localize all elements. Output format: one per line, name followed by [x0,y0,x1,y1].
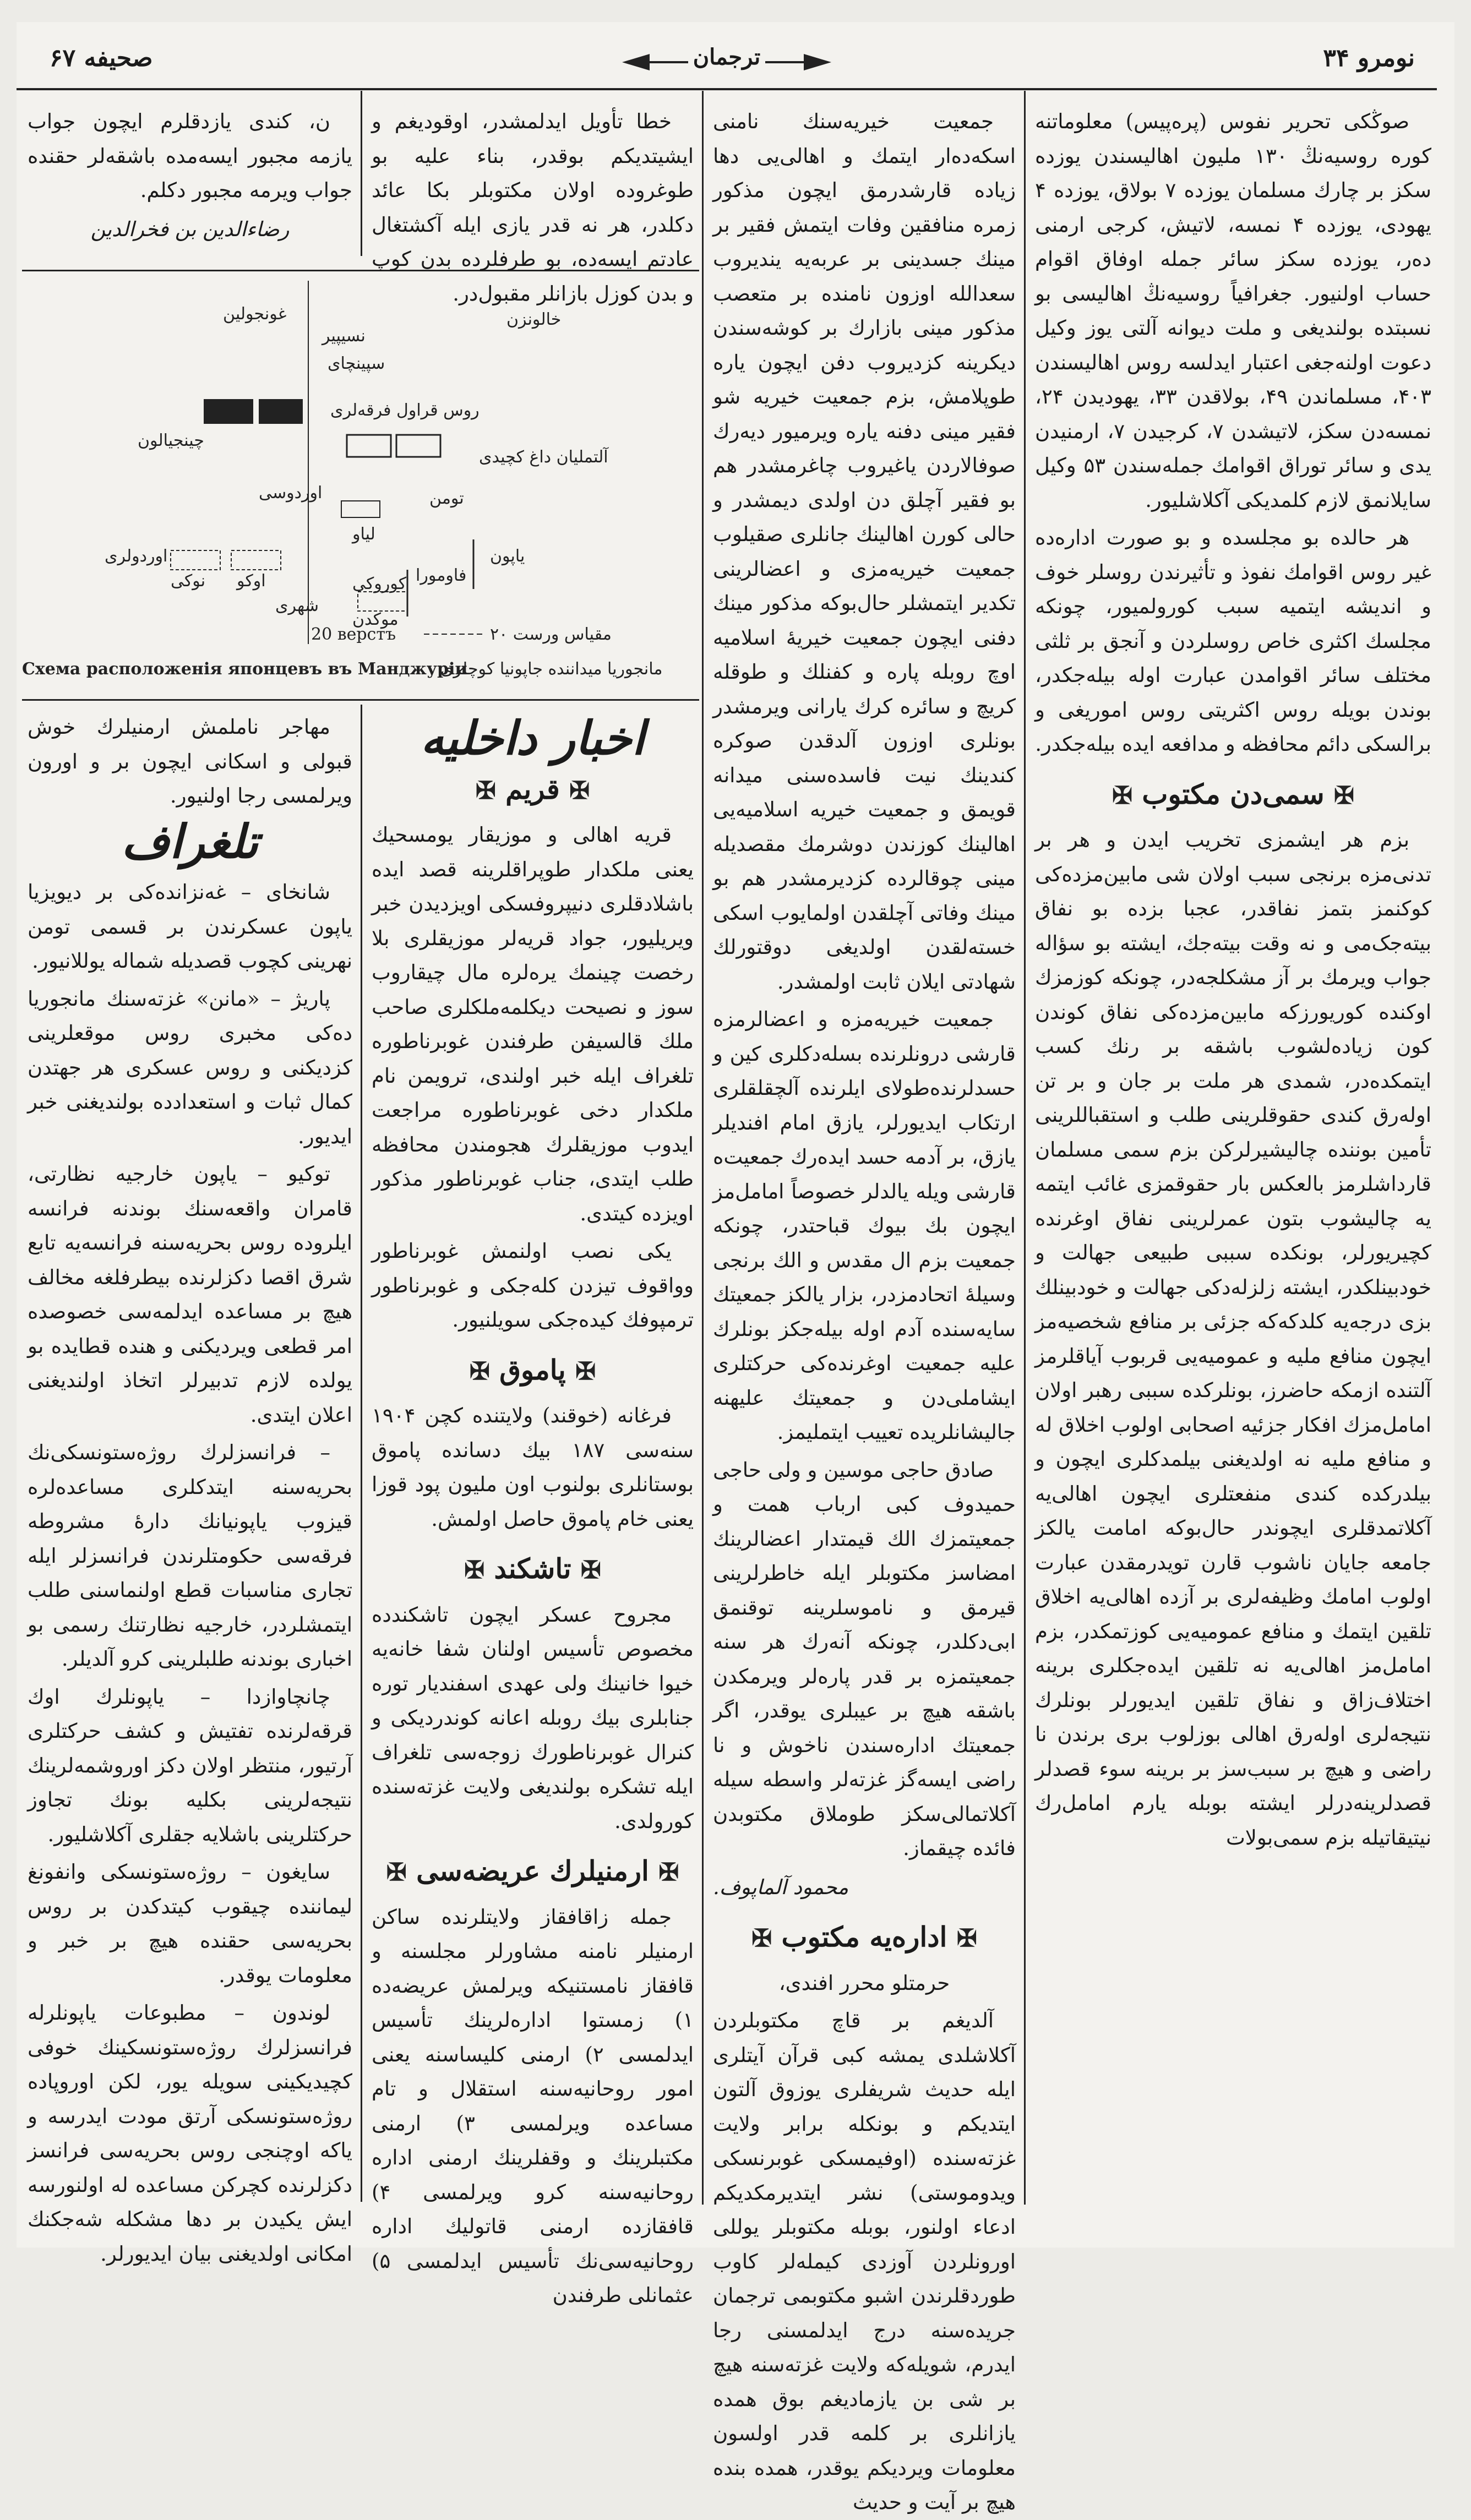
map-label-sepinchai: سپینچای [328,354,385,373]
section-title-cotton: ✠ پاموق ✠ [469,1353,596,1386]
map-label-kuroki: کوروکی [352,574,407,593]
article-letter-semey: بزم هر ایشمزی تخریب ایدن و هر بر تدنی‌مزه برنجی سبب اولان شی مابین‌مزده‌کی کوکنمز بتمز نفاقدر، عجبا بزده بو نفاق بیته‌جک‌می و نه وقت بیته‌جك، ایشته بو سؤاله جواب ویرمك بر آز مشکلجه‌در، چونکه کوزمزك اوکنده کوریورزکه مابین‌مزده‌کی نفاق کوندن کون زیاده‌لشوب باشقه بر رنك کسب ایتمکده‌در، شمدی هر ملت بر جان و بر تن اولەرق کندی حقوقلرینی طلب و استقباللرینی تأمین بوننده چالیشیرلرکن بزم سمی مسلمان قارداشلرمز بالعکس بار حقوقمزی غائب ایتمه‌ یه چالیشوب بتون عمرلرینی نفاق اوغرنده کچیریورلر، بونکده سببی طبیعی جهالت و خودبینلکدر، ایشته زلزلەدکی جهالت و خودبینلك بزی درجه‌یه کلدکه‌که جزئی بر منافع شخصیه‌مز ایچون منافع ملیه و عمومیه‌یی قربوب آیاقلرمز آلتنده ازمکه حاضرز، بونلرکده سببی رهبر اولان امامل‌مزك افکار جزئیه اصحابی اولوب اخلاق لە و منافع ملیه نه اولدیغنی بیلمدکلری ایچون و بیلدرکده کندی منفعتلری ایچون اهالی‌یه آکلاتمدقلری ایچوندر حال‌بوکه امامت یالکز جامعه جایان ناشوب قارن تویدرمقدن عبارت اولوب امامك وظیفه‌لری بر آزده اهالی‌یه اخلاق تلقین ایتمك و منافع عمومیه‌یی کوزتمکدر، بزم امامل‌مز اهالی‌یه نه تلقین ایده‌جکلری برینه اختلاف‌زاق و نفاق تلقین ایدیورلر بونلرك نتیجه‌لری اولەرق اهالی بوزلوب بری برندن نا راضی و هیچ بر سبب‌سز بر برینه سوء قصدلر قصدلرینه‌درلر ایشته بوبله یارم امامل‌رك نیتیقاتیله بزم سمی‌بولات [1035,828,1432,1850]
article-tashkent: مجروح عسکر ایچون تاشکندده مخصوص تأسیس اولنان شفا خانه‌یه خیوا خانینك ولی عهدی اسفندیار توره جنابلری بیك روبله اعانه کوندردیکی و کنرال غوبرناطورك زوجه‌سی تلغراف ایله تشکره بولندیغی ولایت غزته‌سنده کورولدی. [372,1602,694,1833]
column-rule-1 [1024,91,1026,2205]
map-caption-ru: Схема расположенія японцевъ въ Манджуріи [22,659,467,679]
map-caption-tr: مانجوریا میداننده جاپونیا کوچلری [440,659,663,679]
ornament-icon: ✠ [575,1357,596,1386]
article-armenian-petition-end: مهاجر ناملمش ارمنیلرك خوش قبولی و اسکانی ایچون بر و اورون ویرلمسی رجا اولنیور. [28,715,352,808]
article-crimea: قریه اهالی و موزیقار یومسحیك یعنی ملکدار طوپراقلرینه قصد ایده باشلادقلری دنیپروفسکی اویزدیدن خبر ویریلیور، جواد قریه‌لر موزیقلری بلا رخصت چینمك یره‌لره مال چیقاروب سوز و نصیحت دیکلمه‌ملکلری صاحب ملك قالسیفن طرفندن غوبرناطوره تلغراف ایله خبر اولندی، ترویمن نام ملکدار دخی غوبرناطوره مراجعت ایدوب موزیقلرك هجومندن محافظه طلب ایتدی، جناب غوبرناطور مذکور اویزده کیتدی. [372,823,694,1225]
section-title-letter-semey: ✠ سمی‌دن مکتوب ✠ [1112,777,1354,810]
column-rule-3-top [361,91,362,256]
section-title-crimea: ✠ قریم ✠ [475,772,590,805]
section-title-armenian-petition: ✠ ارمنیلرك عریضه‌سی ✠ [386,1854,679,1887]
column-4-bottom [28,710,352,2266]
page-header [17,33,1437,90]
article-society-2: جمعیت خیریه‌مزه و اعضالرمزه قارشی درونلرنده بسله‌دکلری کین و حسدلرنده‌طولای ایلرنده آلچقلقلری ارتکاب ایدیورلر، یازق امام افندیلر یازق، بر آدمه حسد ایدەرك جمعیت‌ه قارشی ویله یالدلر خصوصاً امامل‌مز ایچون بك بیوك قباحتدر، چونکه جمعیت بزم ال مقدس و الك برنجی وسیلهٔ اتحادمزدر، بزار یالکز جمعیتك سایه‌سنده آدم اوله بیله‌جکز بونلرك علیه جمعیت اوغرنده‌کی حرکتلری ایشاملی‌دن و جمعیتك علیهنه جالیشانلریده تعییب ایتملیمز. [713,1007,1016,1444]
telegram-saigon: سایغون – روژەستونسکی وانفونغ لیماننده چیقوب کیتدکدن بر روس بحریه‌سی حقنده هیچ بر خبر و معلومات یوقدر. [28,1860,352,1987]
ornament-icon: ✠ [751,1924,772,1952]
salutation: حرمتلو محرر افندی، [778,1971,950,1995]
ornament-icon: ✠ [569,776,590,805]
ornament-icon: ✠ [464,1556,485,1584]
map-label-chinchilao: چینجیالون [138,431,204,450]
ornament-icon: ✠ [1334,781,1354,810]
map-block-russian [204,399,253,424]
map-scale-ru: 20 верстъ [311,625,396,644]
map-block-russian [259,399,303,424]
map-label-japan: یاپون [490,547,525,566]
article-crimea-2: یکی نصب اولنمش غوبرناطور وواقوف تیزدن کله‌جکی و غوبرناطور ترمپوفك کیده‌جکی سویلنیور. [372,1239,694,1332]
map-label-nogi: نوکی [171,571,206,591]
column-rule-3-bottom [361,705,362,2202]
telegram-tokyo: توکیو – یاپون خارجیه نظارتی، قامران واقعه‌سنك بوندنه فرانسه ایلروده روس بحریه‌سنه فرانسه‌یه تابع شرق اقصا دکزلرنده بیطرفلغه مخالف هیچ بر مساعده ایدلمه‌سی خصوصده امر قطعی ویردیکنی و هنده قطایده بو یولده لازم تدبیرلر اتخاذ اولندیغنی اعلان ایتدی. [28,1162,352,1427]
map-label-russian-detachments: روس قراول فرقه‌لری [330,401,480,420]
column-1 [1035,105,1431,2196]
page-number: صحیفه ۶۷ [50,44,153,72]
map-label-nisipir: نسیپیر [322,326,366,346]
masthead-title: ترجمان [693,44,761,70]
telegram-tokyo-2: – فرانسزلرك روژەستونسکی‌نك بحریه‌سنه ایتدکلری مساعده‌لره قیزوب یاپونیانك دارهٔ مشروطه فرقه‌سی حکومتلرندن فرانسزلر ایله تجاری مناسبات قطع اولنماسنی طلب ایتمشلردر، خارجیه نظارتنك رسمی بو اخباری بوندنه طلبلرینی کرو آلدیلر. [28,1441,352,1671]
article-letter-continued: خطا تأویل ایدلمشدر، اوقودیغم و ایشیتدیکم بوقدر، بناء علیه بو طوغرودە اولان مکتوبلر بکا عائد دکلدر، هر نه قدر یازی ایله آکشتغال عادتم ایسه‌ده، بو طرفلرده بدن کوپ و بدن کوزل بازانلر مقبول‌در. [372,110,694,306]
map-block-russian-outpost [347,435,391,457]
map-label-city: شهری [275,596,319,615]
article-armenian-petition: جمله زاقافقاز ولایتلرنده ساکن ارمنیلر نامنه مشاورلر مجلسنه و قافقاز نامستنیکه ویرلمش عریضه‌ده ۱) زمستوا اداره‌لرینك تأسیس ایدلمسی ۲) ارمنی کلیساسنه یعنی امور روحانیه‌سنه استقلال و تام مساعده ویرلمسی ۳) ارمنی مکتبلرینك و وقفلرینك ارمنی اداره روحانیه‌سنه کرو ویرلمسی ۴) قافقازده ارمنی قاتولیك اداره روحانیه‌سی‌نك تأسیس ایدلمسی ۵) عثمانلی طرفندن [372,1905,694,2307]
map-block-japan [171,550,220,570]
section-title-telegrams: تلغراف [121,814,259,869]
map-label-gonjuli: غونجولین [223,304,287,324]
map-label-liaoyang: لیاو [352,525,375,544]
section-title-letter-editor: ✠ اداره‌یه مکتوب ✠ [751,1921,977,1953]
ornament-icon: ✠ [469,1357,490,1386]
telegram-shanghai: شانخای – غەنزانده‌کی بر دیویزیا یاپون عسکرندن بر قسمی تومن نهرینی کچوب قصدیله شماله یوللانیور. [28,880,352,973]
column-2 [713,105,1016,2514]
telegram-chanchiawaza: چانچاوازدا – یاپونلرك اوك قرقه‌لرنده تفتیش و کشف حرکتلری آرتیور، منتظر اولان دکز اوروشمه‌لرینك نتیجه‌لرینی بکلیه بونك تجاوز حرکتلرینی باشلایه جقلری آکلاشلیور. [28,1684,352,1846]
telegram-london: لوندون – مطبوعات یاپونلرله فرانسزلرك روژەستونسکینك خوفی کچیدیکینی سویله یور، لکن اوروپاده روژەستونسکی آرتق مودت ایدرسه و یاکه اوچنجی روس بحریه‌سی فرانسز دکزلرنده کچرکن مساعده له اولنورسه ایش یکیدن بر دها مشکله شه‌جکنك امکانی اولدیغنی بیان ایدیورلر. [28,2001,352,2266]
section-title-tashkent: ✠ تاشکند ✠ [464,1552,601,1585]
article-society: جمعیت خیریه‌سنك نامنی اسکه‌ده‌ار ایتمك و اهالی‌یی دها زیاده قارشدرمق ایچون مذکور زمره منافقین وفات ایتمش فقیر بر مینك جسدینی بر عربه‌یه یندیروب سعدالله اوزون نامنده بر متعصب مذکور مینی بازارك بر کوشه‌سندن دیکرینه کزدیروب دفن ایچون یاره طوپلامش، بزم جمعیت خیریه شو فقیر مینی دفنه یاره ویرمیور دیه‌رك صوفالاردن یاغیروب چاغرمشدر هم بو فقیر آچلق دن اولدی دیمشدر و حالی کورن اهالینك جانلری صقیلوب جمعیت خیریه‌مزی و اعضالرینی تکدیر ایتمشلر حال‌بوکه مذکور مینك دفنی ایچون جمعیت خیریهٔ اسلامیه اوچ روبله پاره و کفنلك و طوقله کریچ و سائره کرك یارانی ویرمشدر بونلری اوزون آلدقدن صوکره کندینك نیت فاسده‌سنی میدانه قویمق و جمعیت خیریه‌ اسلامیه‌یی اهالینك کوزندن دوشرمك مقصدیله مینی چوقالرده کزدیرمشدر هم بو مینك وفاتی آچلقدن اولمایوب اسکی خسته‌لقدن اولدیغی دوقتورلك شهادتی ایلان ثابت اولمشدر. [713,110,1016,994]
article-letter-editor: آلدیغم بر قاچ مکتوبلردن آکلاشلدی یمشه کبی قرآن آیتلری ایله حدیث شریفلری یوزوق آلتون ایتدیکم و بونکله برابر ولایت غزته‌سنده (اوفیمسکی غوبرنسکی ویدوموستی) نشر ایتدیرمکدیکم ادعاء اولنور، بوبله مکتوبلر یوللی اورونلردن آوزدی کیمله‌لر کاوب طوردقلرندن اشبو مکتوبمی ترجمان جریده‌سنه درج ایدلمسنی رجا ایدرم، شویله‌که ولایت غزته‌سنه هیچ بر شی بن یازمادیغم بوق همده یازانلری بر کلمه قدر اولسون معلومات ویردیکم یوقدر، همده بنده هیچ بر آیت و حدیث [713,2009,1016,2514]
map-label-armies: اوردولری [105,547,168,566]
map-label-faumuru: فاومورا [416,566,467,585]
telegram-paris: پاریژ – «مانن» غزته‌سنك مانجوریا ده‌کی مخبری روس موقعلرینی کزدیکنی و روس عسکری هر جهتدن کمال ثبات و استعدادده بولندیغنی خبر ایدیور. [28,986,352,1148]
manchuria-map [22,281,705,699]
section-title-domestic-news: اخبار داخلیه [421,711,645,765]
column-3-top [372,105,694,306]
ornament-icon: ✠ [658,1858,679,1886]
map-label-urdu: اوردوسی [259,483,323,503]
map-block-tumen [341,501,380,517]
map-label-dagi: آلتملیان داغ کچیدی [479,448,608,467]
map-label-tumen: تومن [429,489,464,508]
ornament-icon: ✠ [1112,781,1132,810]
map-block-russian-outpost [396,435,440,457]
map-block-japan [231,550,281,570]
article-society-3: صادق حاجی موسین و ولی حاجی حمیدوف کبی ارباب همت و جمعیتمزك الك قیمتدار اعضالرینك امضاسز مکتوبلر ایله خاطرلرینی قیرمق و ناموسلرینه توقنمق ابی‌دکلدر، چونکه آنەرك هر سنه جمعیتمزه بر قدر پاره‌لر ویرمکدن باشقه هیچ بر عیبلری یوقدر، اگر جمعیتك اداره‌سندن ناخوش و نا راضی ایسه‌گز غزتەلر واسطه سیله آکلاتمالی‌سکز طوملاق مکتوبدن فائده چیقماز. [713,1458,1016,1860]
issue-number: نومرو ۳۴ [1323,44,1415,72]
column-4-top [28,105,352,264]
map-label-khalon: خالونزن [506,310,562,329]
article-census: صوڭکی تحریر نفوس (پرەپیس) معلوماتنه کوره روسیەنڭ ۱۳۰ ملیون اهالیسندن یوزده سکز بر چارك مسلمان یوزده ۷ بولاق، یوزده ۴ یهودی، یوزده ۴ نمسه، لاتیش، کرجی ارمنی ده‌ر، یوزده سکز سائر جمله اوفاق اقوام حساب اولنیور. جغرافیاً روسیەنڭ اهالیسی بو نسبتده بولندیغی و ملت دیوانه آلتی یوز وکیل دعوت اولنەجغی اعتبار ایدلسه روس اهالیسندن ۴۰۳، مسلماندن ۴۹، بولاقدن ۳۳، یهودیدن ۲۴، نمسەدن سکز، لاتیشدن ۷، کرجیدن ۷، ارمنیدن یدی و سائر توراق اقوامك جملەسندن ۵۳ وکیل سایلانمق لازم کلمدیکی آکلاشلیور. [1035,110,1432,512]
ornament-icon: ✠ [386,1858,407,1886]
ornament-icon: ✠ [475,776,496,805]
ornament-icon: ✠ [580,1556,601,1584]
article-cotton: فرغانه (خوقند) ولایتنده کچن ۱۹۰۴ سنه‌سی ۱۸۷ بیك دسانده پاموق بوستانلری بولنوب اون ملیون پود قوزا یعنی خام پاموق حاصل اولمش. [372,1404,694,1531]
map-bottom-rule [22,699,699,701]
map-label-oku: اوکو [237,571,266,591]
signature-almapov: محمود آلماپوف. [713,1875,849,1899]
column-3-bottom [372,710,694,2307]
map-block-japan [358,592,407,611]
map-scale-tr: مقیاس ورست ۲۰ [490,625,612,644]
signature-rizaeddin: رضاءالدین بن فخرالدین [90,217,290,241]
map-label-mukden: موکدن [352,610,399,629]
article-census-2: هر حالده بو مجلسده و بو صورت ادارەده غیر روس اقوامك نفوذ و تأثیرندن روسلر خوف و اندیشه ایتمیه سبب کورولمیور، چونکه مجلسك اکثری خاص روسلردن و آنجق بر ثلثی مختلف سائر اقوامدن عبارت اوله بیله‌جکدر، بوندن بویله روس اکثریتی روس اموریغی و برالسکی دائم محافظه و مدافعه ایده بیله‌جکدر. [1035,526,1431,756]
article-letter-end: ن، کندی یازدقلرم ایچون جواب یازمه مجبور ایسه‌مده باشقه‌لر حقنده جواب ویرمه مجبور دکلم. [28,110,352,202]
ornament-icon: ✠ [956,1924,977,1952]
